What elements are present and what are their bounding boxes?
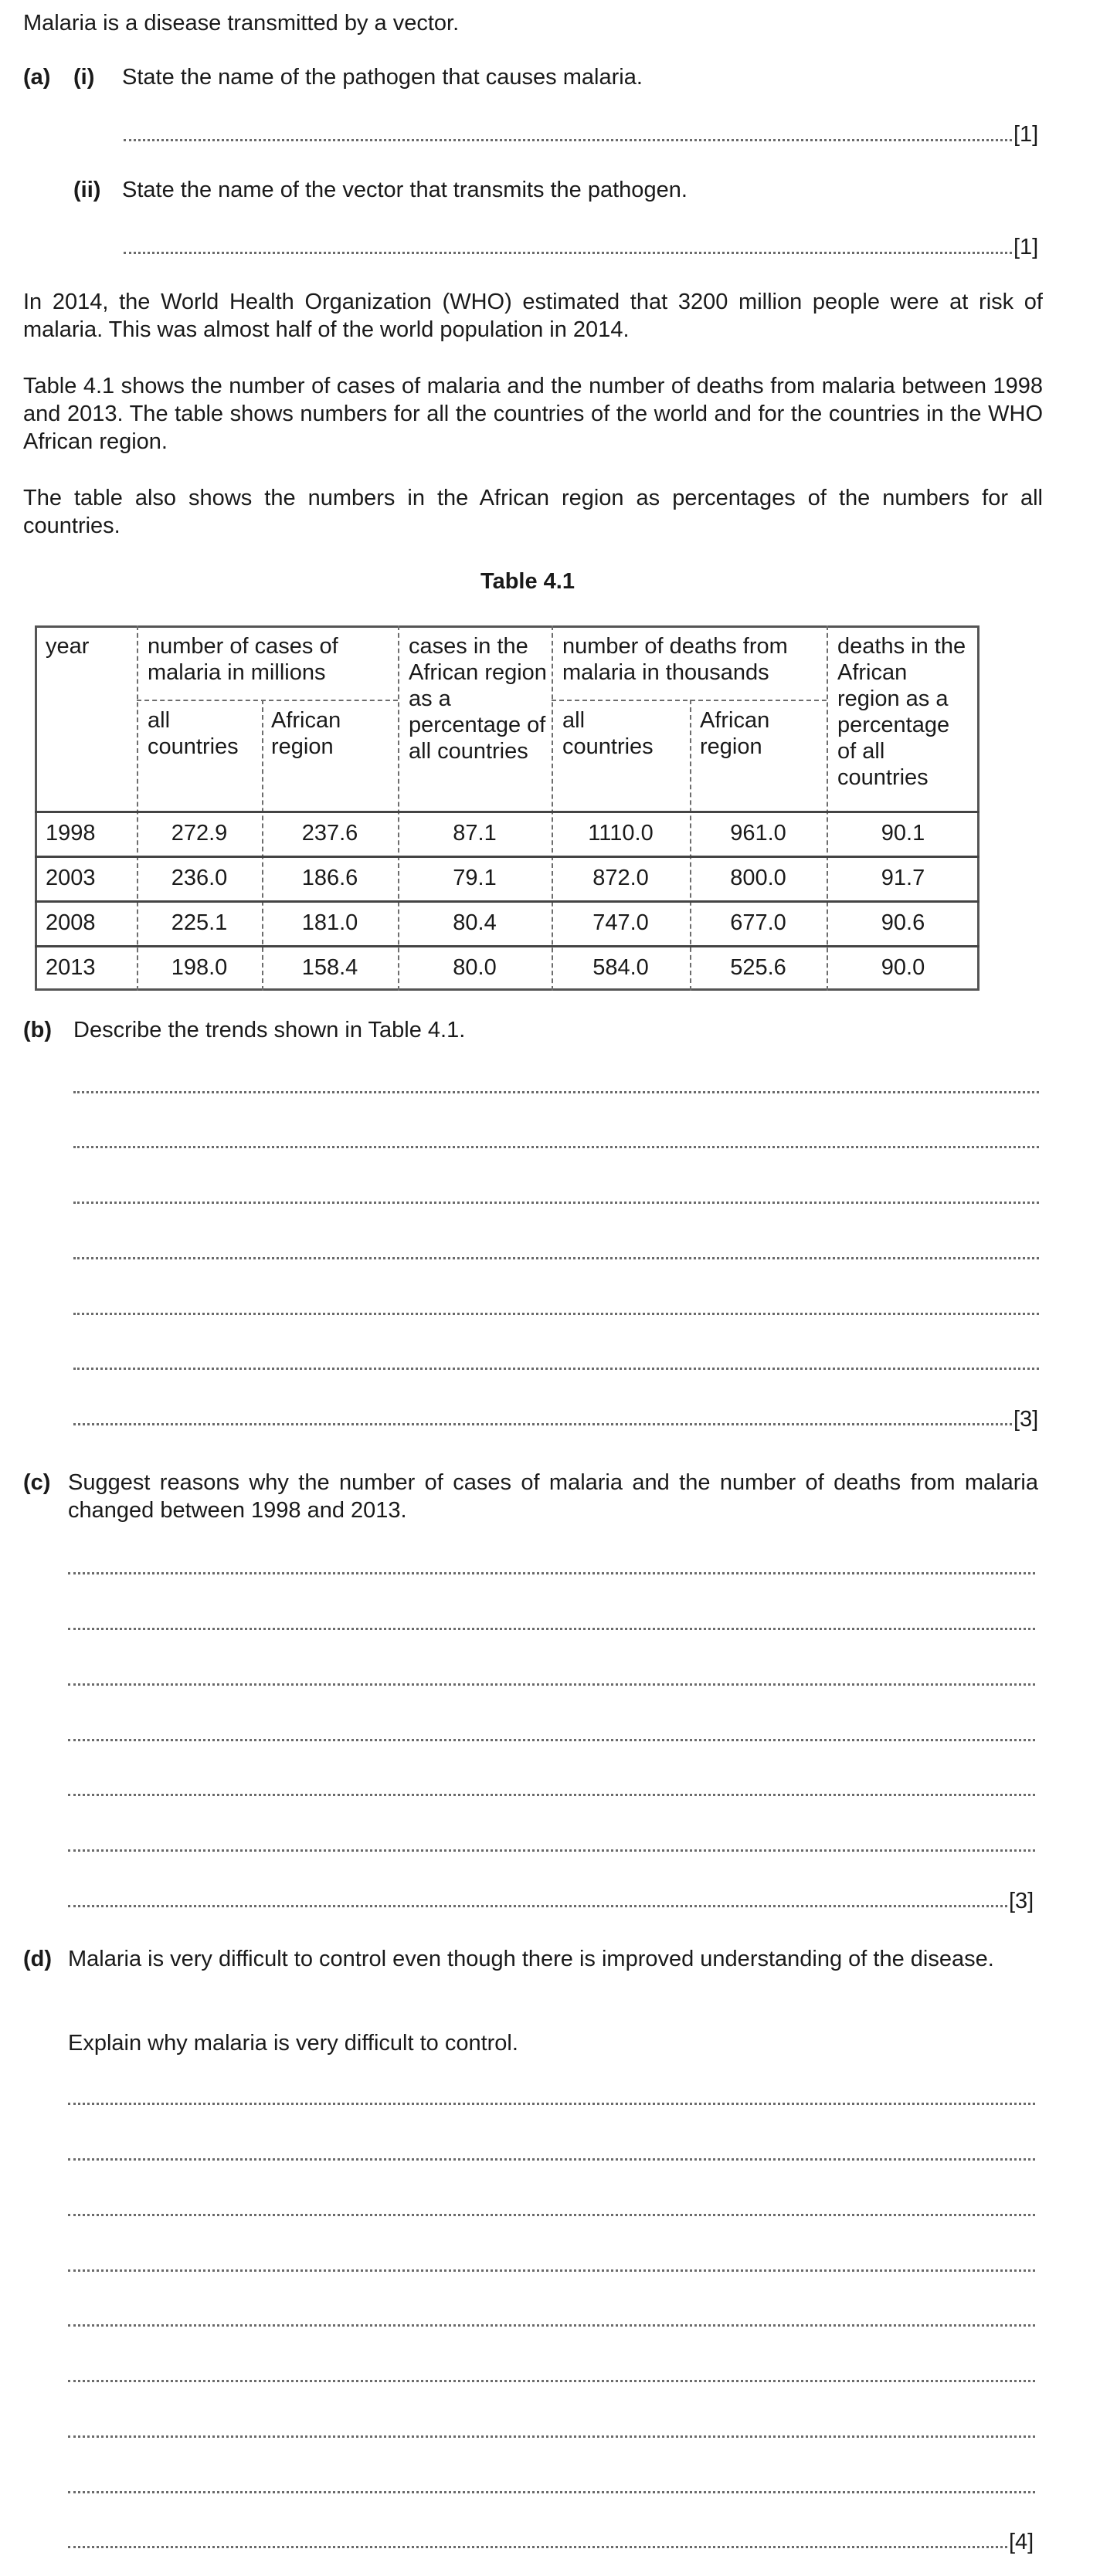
table-cell-deaths-african: 800.0	[730, 866, 786, 890]
part-c-label: (c)	[23, 1470, 51, 1495]
answer-line-b[interactable]	[73, 1146, 1039, 1148]
table-cell-cases-all: 272.9	[171, 821, 228, 846]
table-cell-cases-all: 198.0	[171, 955, 228, 980]
answer-line-a-i[interactable]	[124, 139, 1012, 141]
context-paragraph-2: Table 4.1 shows the number of cases of malaria and the number of deaths from malaria between 1998 and 2013. The table shows numbers for all the countries of the world and for the countries in the WHO African region.	[23, 374, 1043, 454]
part-c-question: Suggest reasons why the number of cases of malaria and the number of deaths from malaria changed between 1998 and 2013.	[68, 1470, 1038, 1523]
header-deaths-all-countries: all countries	[562, 708, 654, 759]
part-a-ii-question: State the name of the vector that transmits the pathogen.	[122, 178, 688, 202]
table-hline	[137, 700, 398, 701]
table-hline	[35, 945, 979, 947]
context-paragraph-1: In 2014, the World Health Organization (WHO) estimated that 3200 million people were at risk of malaria. This was almost half of the world population in 2014.	[23, 290, 1043, 342]
answer-line-d[interactable]	[68, 2380, 1035, 2382]
table-cell-cases-african: 237.6	[301, 821, 358, 846]
table-cell-deaths-african: 525.6	[730, 955, 786, 980]
part-d-label: (d)	[23, 1947, 53, 1971]
answer-line-c[interactable]	[68, 1849, 1035, 1852]
part-a-ii-label: (ii)	[73, 178, 101, 202]
table-caption: Table 4.1	[480, 569, 575, 594]
answer-line-a-ii[interactable]	[124, 252, 1012, 254]
table-cell-deaths-pct: 90.1	[881, 821, 925, 846]
table-cell-year: 2008	[46, 910, 96, 935]
table-cell-deaths-african: 961.0	[730, 821, 786, 846]
part-b-label: (b)	[23, 1018, 53, 1042]
table-hline	[35, 811, 979, 813]
answer-line-d[interactable]	[68, 2214, 1035, 2216]
table-vline	[552, 625, 553, 991]
table-cell-cases-pct: 80.0	[453, 955, 497, 980]
header-deaths-group: number of deaths from malaria in thousands	[562, 634, 788, 685]
table-cell-cases-african: 186.6	[301, 866, 358, 890]
answer-line-b[interactable]	[73, 1313, 1039, 1315]
table-cell-deaths-all: 747.0	[592, 910, 649, 935]
answer-line-d[interactable]	[68, 2103, 1035, 2105]
marks-d: [4]	[1009, 2530, 1034, 2554]
answer-line-d[interactable]	[68, 2546, 1007, 2548]
table-cell-year: 1998	[46, 821, 96, 846]
table-cell-cases-pct: 79.1	[453, 866, 497, 890]
part-d-question: Malaria is very difficult to control even though there is improved understanding of the disease.	[68, 1947, 994, 1971]
answer-line-d[interactable]	[68, 2491, 1035, 2493]
table-cell-deaths-all: 584.0	[592, 955, 649, 980]
table-cell-deaths-all: 872.0	[592, 866, 649, 890]
table-hline	[35, 900, 979, 903]
table-cell-year: 2013	[46, 955, 96, 980]
answer-line-d[interactable]	[68, 2269, 1035, 2272]
answer-line-b[interactable]	[73, 1423, 1012, 1425]
table-hline	[552, 700, 827, 701]
answer-line-c[interactable]	[68, 1794, 1035, 1796]
answer-line-b[interactable]	[73, 1091, 1039, 1093]
table-cell-year: 2003	[46, 866, 96, 890]
part-b-question: Describe the trends shown in Table 4.1.	[73, 1018, 466, 1042]
answer-line-d[interactable]	[68, 2324, 1035, 2327]
header-deaths-african-region: African region	[700, 708, 770, 759]
answer-line-b[interactable]	[73, 1368, 1039, 1370]
intro-text: Malaria is a disease transmitted by a vector.	[23, 11, 460, 36]
part-a-i-question: State the name of the pathogen that causes malaria.	[122, 65, 643, 90]
answer-line-b[interactable]	[73, 1202, 1039, 1204]
answer-line-c[interactable]	[68, 1683, 1035, 1686]
table-cell-cases-all: 236.0	[171, 866, 228, 890]
marks-a-i: [1]	[1013, 122, 1039, 147]
table-cell-cases-pct: 80.4	[453, 910, 497, 935]
table-cell-cases-all: 225.1	[171, 910, 228, 935]
header-cases-group: number of cases of malaria in millions	[148, 634, 338, 685]
marks-c: [3]	[1009, 1889, 1034, 1913]
answer-line-c[interactable]	[68, 1739, 1035, 1741]
table-hline	[35, 856, 979, 858]
marks-b: [3]	[1013, 1407, 1039, 1432]
table-cell-deaths-pct: 91.7	[881, 866, 925, 890]
table-cell-deaths-pct: 90.0	[881, 955, 925, 980]
table-4-1	[35, 625, 979, 991]
table-cell-deaths-african: 677.0	[730, 910, 786, 935]
table-cell-cases-pct: 87.1	[453, 821, 497, 846]
answer-line-c[interactable]	[68, 1628, 1035, 1630]
table-cell-cases-african: 181.0	[301, 910, 358, 935]
answer-line-d[interactable]	[68, 2435, 1035, 2438]
context-paragraph-3: The table also shows the numbers in the African region as percentages of the numbers for all countries.	[23, 486, 1043, 538]
table-cell-deaths-all: 1110.0	[588, 821, 654, 846]
header-year: year	[46, 634, 90, 659]
header-cases-african-region: African region	[271, 708, 341, 759]
table-vline	[827, 625, 828, 991]
header-cases-percentage: cases in the African region as a percentage of all countries	[409, 634, 547, 764]
table-cell-cases-african: 158.4	[301, 955, 358, 980]
table-cell-deaths-pct: 90.6	[881, 910, 925, 935]
table-vline	[398, 625, 399, 991]
answer-line-c[interactable]	[68, 1572, 1035, 1574]
answer-line-b[interactable]	[73, 1257, 1039, 1259]
part-a-label: (a)	[23, 65, 51, 90]
answer-line-c[interactable]	[68, 1905, 1007, 1907]
table-vline	[137, 625, 138, 991]
marks-a-ii: [1]	[1013, 235, 1039, 259]
header-cases-all-countries: all countries	[148, 708, 239, 759]
answer-line-d[interactable]	[68, 2158, 1035, 2161]
part-d-instruction: Explain why malaria is very difficult to control.	[68, 2031, 518, 2056]
part-a-i-label: (i)	[73, 65, 95, 90]
header-deaths-percentage: deaths in the African region as a percentage of all countries	[837, 634, 966, 790]
